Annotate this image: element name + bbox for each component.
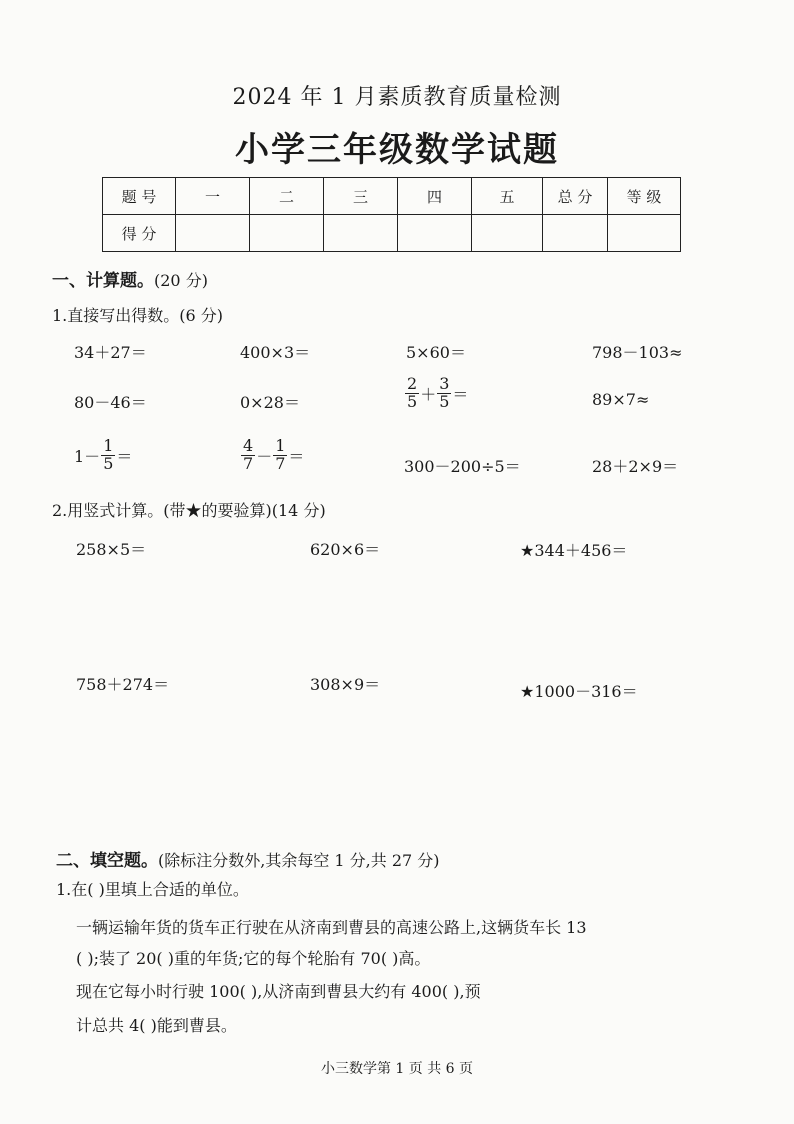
page-footer: 小三数学第 1 页 共 6 页 [320, 1061, 474, 1077]
score-table-header-row [103, 178, 681, 215]
denominator: 7 [243, 453, 254, 473]
fill-line: 计总共 4( )能到曹县。 [76, 1016, 237, 1035]
section-2-note: (除标注分数外,其余每空 1 分,共 27 分) [158, 851, 440, 870]
denominator: 5 [407, 391, 418, 411]
score-table-score-row [103, 215, 681, 252]
calc-item: 34＋27＝ [74, 343, 147, 362]
q2-title: 2.用竖式计算。(带★的要验算)(14 分) [52, 501, 326, 520]
operator: ＋ [420, 384, 437, 404]
equals: ＝ [116, 446, 133, 466]
fraction [101, 438, 115, 473]
score-cell[interactable] [472, 215, 543, 252]
fraction [405, 376, 419, 411]
denominator: 7 [275, 453, 286, 473]
main-title: 小学三年级数学试题 [235, 130, 559, 170]
calc-item-fraction [240, 438, 304, 473]
score-header-3: 三 [324, 178, 398, 215]
numerator: 1 [275, 436, 286, 455]
section-1-title [52, 266, 208, 291]
equals: ＝ [288, 446, 305, 466]
q1-title: 1.直接写出得数。(6 分) [52, 306, 224, 325]
calc-item: 89×7≈ [592, 390, 650, 409]
score-table [102, 177, 681, 252]
numerator: 1 [103, 436, 114, 455]
denominator: 5 [103, 453, 114, 473]
denominator: 5 [439, 391, 450, 411]
score-header-4: 四 [398, 178, 472, 215]
vertical-calc-item: 620×6＝ [310, 540, 381, 559]
score-cell[interactable] [176, 215, 250, 252]
score-header-grade: 等 级 [608, 178, 681, 215]
calc-item-fraction [404, 376, 468, 411]
vertical-calc-item: ★1000－316＝ [520, 682, 638, 701]
calc-item: 300－200÷5＝ [404, 457, 521, 476]
numerator: 3 [439, 374, 450, 393]
score-cell[interactable] [324, 215, 398, 252]
exam-title: 2024 年 1 月素质教育质量检测 [232, 85, 562, 110]
calc-item: 28＋2×9＝ [592, 457, 679, 476]
fraction [273, 438, 287, 473]
score-header-2: 二 [250, 178, 324, 215]
calc-item: 80－46＝ [74, 393, 147, 412]
fill-line: 现在它每小时行驶 100( ),从济南到曹县大约有 400( ),预 [76, 982, 481, 1001]
score-header-total: 总 分 [543, 178, 608, 215]
vertical-calc-item: 258×5＝ [76, 540, 147, 559]
fill-line: 一辆运输年货的货车正行驶在从济南到曹县的高速公路上,这辆货车长 13 [76, 918, 587, 937]
vertical-calc-item: 308×9＝ [310, 675, 381, 694]
operand: 1－ [74, 446, 101, 466]
vertical-calc-item: 758＋274＝ [76, 675, 170, 694]
section-1-note: (20 分) [154, 271, 208, 290]
score-header-1: 一 [176, 178, 250, 215]
section-2-title [56, 846, 440, 871]
vertical-calc-item: ★344＋456＝ [520, 541, 628, 560]
calc-item: 798－103≈ [592, 343, 683, 362]
score-cell[interactable] [398, 215, 472, 252]
fill-line: ( );装了 20( )重的年货;它的每个轮胎有 70( )高。 [76, 949, 431, 968]
numerator: 2 [407, 374, 418, 393]
score-cell[interactable] [250, 215, 324, 252]
s2-q1-title: 1.在( )里填上合适的单位。 [56, 880, 249, 899]
score-row-label: 得 分 [103, 215, 176, 252]
score-cell[interactable] [608, 215, 681, 252]
section-1-heading: 一、计算题。 [52, 271, 154, 291]
equals: ＝ [452, 384, 469, 404]
score-cell[interactable] [543, 215, 608, 252]
operator: － [256, 446, 273, 466]
score-header-5: 五 [472, 178, 543, 215]
calc-item: 5×60＝ [406, 343, 466, 362]
score-header-label: 题 号 [103, 178, 176, 215]
numerator: 4 [243, 436, 254, 455]
fraction [437, 376, 451, 411]
fraction [241, 438, 255, 473]
section-2-heading: 二、填空题。 [56, 851, 158, 871]
calc-item: 0×28＝ [240, 393, 300, 412]
calc-item: 400×3＝ [240, 343, 311, 362]
calc-item-fraction [74, 438, 132, 473]
